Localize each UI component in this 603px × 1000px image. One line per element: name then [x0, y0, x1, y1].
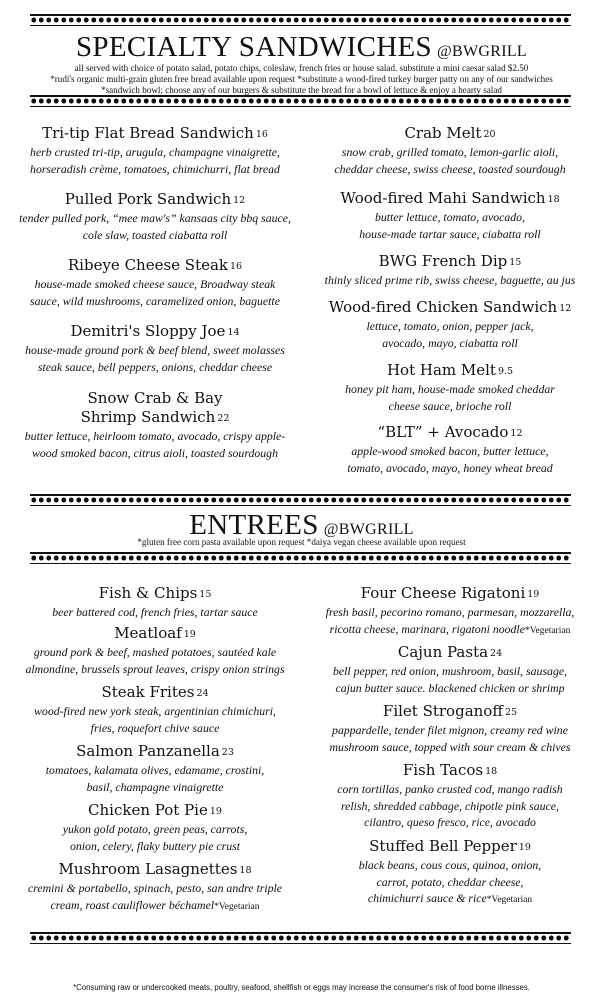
item-description: mushroom sauce, topped with sour cream & chives	[329, 739, 571, 754]
item-description: ricotta cheese, marinara, rigatoni noodle	[329, 621, 525, 636]
item-description: horseradish crème, tomatoes, chimichurri, flat bread	[30, 161, 280, 176]
item-description: bell pepper, red onion, mushroom, basil, sausage,	[332, 664, 568, 678]
item-description: fries, roquefort chive sauce	[90, 720, 220, 735]
item-description: almondine, brussels sprout leaves, crispy onion strings	[25, 661, 285, 676]
item-price: 19	[209, 806, 222, 817]
top-border	[30, 14, 571, 26]
item-name: Mushroom Lasagnettes	[58, 860, 238, 878]
sandwiches-notes	[0, 63, 603, 97]
item-description: honey pit ham, house-made smoked cheddar	[345, 382, 555, 396]
item-name: Fish & Chips	[98, 584, 198, 602]
item-price: 20	[483, 129, 496, 140]
item-price: 12	[510, 428, 523, 439]
item-price: 12	[233, 195, 246, 206]
item-description: basil, champagne vinaigrette	[86, 779, 224, 794]
item-price: 18	[485, 766, 498, 777]
menu-item	[305, 643, 595, 702]
sandwiches-left-column	[10, 124, 300, 461]
item-name: Crab Melt	[404, 124, 482, 142]
item-name: Pulled Pork Sandwich	[64, 190, 232, 208]
item-description: tomatoes, kalamata olives, edamame, crostini,	[45, 763, 265, 777]
item-description: butter lettuce, heirloom tomato, avocado, crispy apple-	[24, 429, 286, 443]
item-description: lettuce, tomato, onion, pepper jack,	[366, 319, 534, 333]
item-description: wood-fired new york steak, argentinian chimichuri,	[34, 704, 276, 718]
divider	[30, 552, 571, 564]
menu-item	[10, 124, 300, 190]
menu-item	[10, 624, 300, 683]
menu-item	[10, 742, 300, 801]
item-name: Shrimp Sandwich	[80, 408, 216, 426]
menu-item	[305, 584, 595, 643]
menu-item	[305, 298, 595, 361]
divider	[30, 95, 571, 107]
item-description: cilantro, queso fresco, rice, avocado	[364, 815, 536, 829]
item-name: Filet Stroganoff	[382, 702, 503, 720]
entrees-title: ENTREES	[189, 509, 319, 541]
item-name: Salmon Panzanella	[76, 742, 220, 760]
vegetarian-tag: *Vegetarian	[214, 901, 260, 912]
item-description: fresh basil, pecorino romano, parmesan, mozzarella,	[325, 605, 575, 619]
item-description: relish, shredded cabbage, chipotle pink sauce,	[341, 798, 559, 813]
item-name: Hot Ham Melt	[386, 361, 496, 379]
item-description: beer battered cod, french fries, tartar sauce	[52, 605, 258, 619]
item-name: Meatloaf	[114, 624, 182, 642]
menu-item	[305, 702, 595, 761]
item-price: 12	[559, 303, 572, 314]
menu-item	[10, 584, 300, 624]
item-price: 24	[490, 648, 503, 659]
footer-disclaimer: *Consuming raw or undercooked meats, poultry, seafood, shellfish or eggs may increase the consumer's risk of food borne illnesses.	[73, 983, 530, 992]
item-name: Demitri's Sloppy Joe	[70, 322, 226, 340]
item-description: house-made ground pork & beef blend, sweet molasses	[25, 343, 285, 357]
item-name: Chicken Pot Pie	[88, 801, 208, 819]
item-price: 15	[199, 589, 212, 600]
item-description: cheese sauce, brioche roll	[388, 398, 512, 413]
item-description: pappardelle, tender filet mignon, creamy red wine	[332, 723, 568, 737]
menu-item	[305, 252, 595, 298]
entrees-notes	[0, 537, 603, 548]
item-name: “BLT” + Avocado	[377, 423, 509, 441]
entrees-handle: @BWGRILL	[323, 521, 414, 538]
menu-item	[10, 683, 300, 742]
item-description: thinly sliced prime rib, swiss cheese, baguette, au jus	[324, 273, 576, 287]
item-description: steak sauce, bell peppers, onions, cheddar cheese	[37, 359, 273, 374]
item-description: apple-wood smoked bacon, butter lettuce,	[351, 444, 549, 458]
item-price: 16	[230, 261, 243, 272]
bottom-border	[30, 932, 571, 944]
menu-item	[10, 190, 300, 256]
item-name: Steak Frites	[101, 683, 195, 701]
item-price: 24	[196, 688, 209, 699]
item-description: cream, roast cauliflower béchamel	[50, 897, 215, 912]
item-price: 9.5	[497, 366, 514, 377]
item-description: wood smoked bacon, citrus aioli, toasted sourdough	[32, 445, 278, 460]
sandwiches-handle: @BWGRILL	[437, 43, 528, 60]
menu-item	[10, 860, 300, 915]
item-description: onion, celery, flaky buttery pie crust	[69, 838, 241, 853]
entrees-right-column	[305, 584, 595, 909]
item-description: cremini & portabello, spinach, pesto, san andre triple	[27, 881, 283, 895]
item-description: sauce, wild mushrooms, caramelized onion, baguette	[30, 293, 280, 308]
item-price: 22	[217, 413, 230, 424]
item-price: 18	[547, 194, 560, 205]
entrees-left-column	[10, 584, 300, 915]
item-description: house-made tartar sauce, ciabatta roll	[359, 226, 541, 241]
item-description: corn tortillas, panko crusted cod, mango radish	[337, 782, 563, 796]
item-description: tender pulled pork, “mee maw's” kansaas city bbq sauce,	[19, 211, 291, 225]
sandwiches-note: all served with choice of potato salad, potato chips, coleslaw, french fries or house salad. substitute a mini caesar salad $2.50	[74, 63, 529, 73]
item-description: carrot, potato, cheddar cheese,	[376, 874, 524, 889]
item-name: Snow Crab & Bay	[87, 389, 223, 407]
divider	[30, 494, 571, 506]
item-description: tomato, avocado, mayo, honey wheat bread	[347, 460, 553, 475]
sandwiches-title: SPECIALTY SANDWICHES	[75, 31, 432, 63]
sandwiches-note: *sandwich bowl; choose any of our burgers & substitute the bread for a bowl of lettuce & enjoy a hearty salad	[101, 85, 502, 96]
item-description: cheddar cheese, swiss cheese, toasted sourdough	[334, 161, 566, 176]
vegetarian-tag: *Vegetarian	[486, 895, 533, 905]
item-description: black beans, cous cous, quinoa, onion,	[358, 858, 542, 872]
item-name: Tri-tip Flat Bread Sandwich	[42, 124, 254, 142]
item-name: Cajun Pasta	[397, 643, 489, 661]
item-description: avocado, mayo, ciabatta roll	[382, 335, 518, 350]
menu-item	[305, 361, 595, 423]
item-price: 14	[227, 327, 240, 338]
sandwiches-right-column	[305, 124, 595, 476]
item-name: Four Cheese Rigatoni	[360, 584, 526, 602]
item-description: butter lettuce, tomato, avocado,	[374, 210, 526, 224]
item-description: cole slaw, toasted ciabatta roll	[82, 227, 228, 242]
menu-item	[305, 837, 595, 909]
menu-item	[10, 322, 300, 389]
item-description: ground pork & beef, mashed potatoes, sautéed kale	[33, 645, 277, 659]
item-price: 19	[527, 589, 540, 600]
item-price: 25	[504, 707, 518, 718]
item-name: BWG French Dip	[378, 252, 508, 270]
menu-item	[305, 189, 595, 252]
menu-item	[305, 124, 595, 189]
menu-item	[10, 801, 300, 860]
item-description: house-made smoked cheese sauce, Broadway steak	[34, 277, 276, 291]
item-price: 23	[221, 747, 234, 758]
vegetarian-tag: *Vegetarian	[524, 625, 571, 636]
item-description: yukon gold potato, green peas, carrots,	[62, 822, 248, 836]
menu-item	[10, 256, 300, 322]
sandwiches-header	[0, 31, 603, 64]
item-description: chimichurri sauce & rice	[367, 891, 487, 905]
item-name: Ribeye Cheese Steak	[67, 256, 229, 274]
menu-item	[305, 423, 595, 476]
item-name: Stuffed Bell Pepper	[369, 837, 517, 855]
item-price: 16	[255, 129, 268, 140]
item-description: herb crusted tri-tip, arugula, champagne vinaigrette,	[30, 145, 280, 159]
entrees-note: *gluten free corn pasta available upon request *daiya vegan cheese available upon request	[137, 537, 466, 547]
menu-item	[305, 761, 595, 837]
item-description: cajun butter sauce. blackened chicken or shrimp	[335, 680, 565, 695]
sandwiches-note: *rudi's organic multi-grain gluten free bread available upon request *substitute a wood-fired turkey burger patty on any of our sandwiches	[50, 74, 553, 85]
item-name: Wood-fired Mahi Sandwich	[340, 189, 546, 207]
item-price: 15	[509, 257, 522, 268]
item-name: Wood-fired Chicken Sandwich	[328, 298, 558, 316]
item-price: 19	[518, 842, 531, 853]
item-description: snow crab, grilled tomato, lemon-garlic aioli,	[341, 145, 559, 159]
menu-item	[10, 389, 300, 461]
item-name: Fish Tacos	[402, 761, 484, 779]
item-price: 18	[239, 865, 252, 876]
item-price: 19	[183, 629, 196, 640]
